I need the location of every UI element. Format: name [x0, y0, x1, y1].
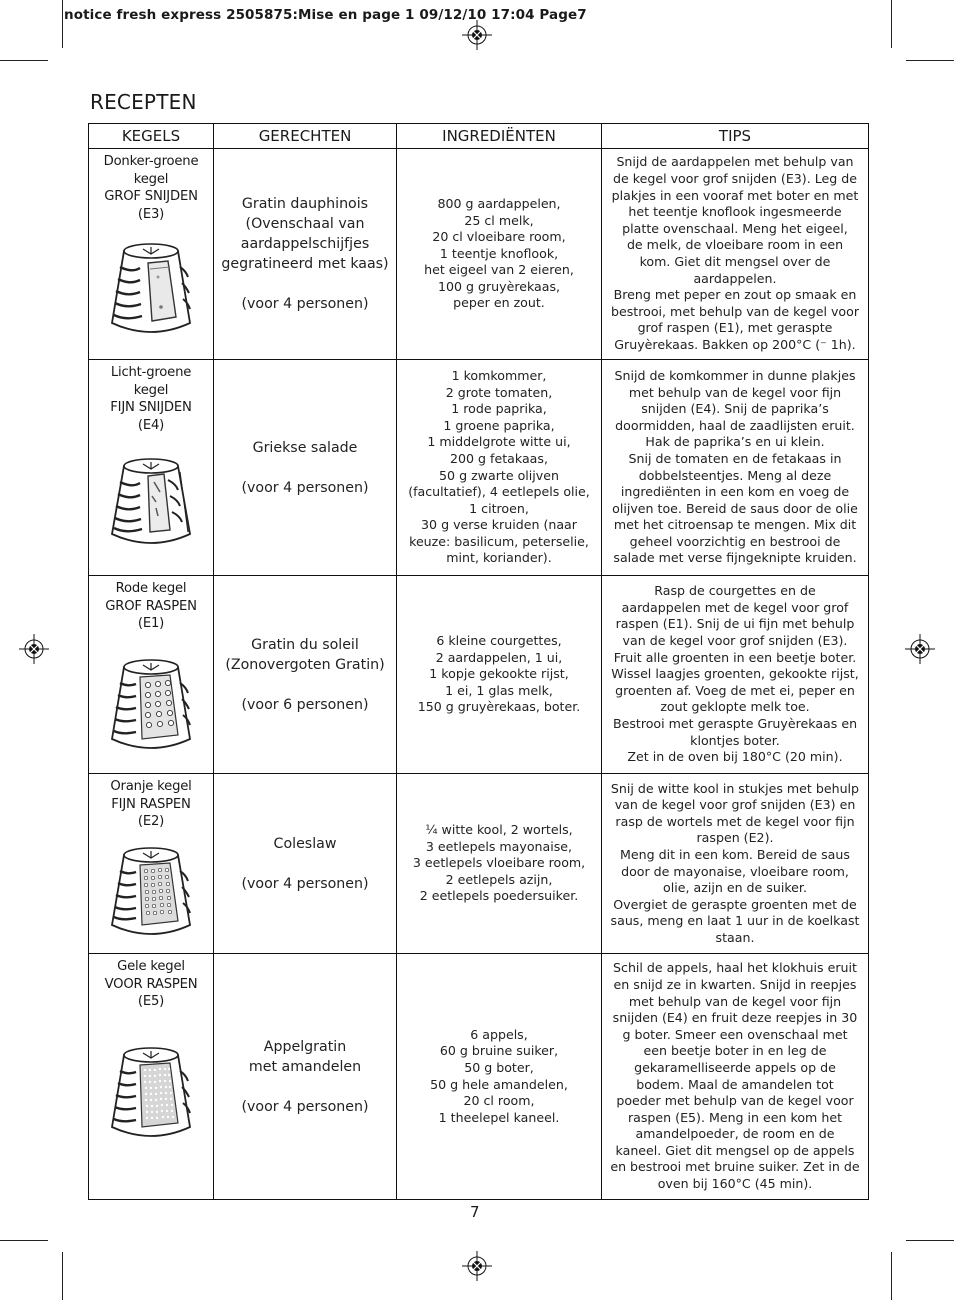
ingredient-line: ¼ witte kool, 2 wortels,	[425, 822, 573, 838]
ingredient-line: 1 groene paprika,	[443, 417, 555, 433]
tip-line: raspen (E2).	[696, 830, 774, 846]
ingredient-line: 150 g gruyèrekaas, boter.	[417, 699, 581, 715]
tip-line: een beetje boter in en leg de	[643, 1043, 827, 1059]
cone-name-line: (E3)	[137, 206, 165, 222]
ingredient-line: 25 cl melk,	[464, 212, 534, 228]
grater-cone-extra-fine-icon	[106, 1041, 196, 1143]
dish-line: gegratineerd met kaas)	[221, 256, 389, 272]
table-row	[89, 360, 869, 576]
cone-name	[89, 774, 213, 831]
registration-mark-icon	[19, 634, 49, 664]
cone-cell	[89, 576, 214, 774]
tip-line: van de kegel voor grof snijden (E3).	[622, 633, 848, 649]
tip-line: grof raspen (E1), met geraspte	[637, 320, 833, 336]
recipes-table	[88, 123, 869, 1200]
dish-line: (voor 4 personen)	[241, 875, 369, 892]
tip-line: plakjes in een vooraf met boter en met	[611, 187, 859, 203]
column-header-gerechten: GERECHTEN	[214, 124, 397, 149]
slicer-cone-coarse-icon	[106, 237, 196, 339]
dish-line: met amandelen	[248, 1058, 362, 1075]
tip-line: Snij de witte kool in stukjes met behulp	[610, 780, 860, 796]
cone-name-line: kegel	[133, 382, 169, 398]
tip-line: Snijd de komkommer in dunne plakjes	[614, 367, 856, 383]
tips-cell	[602, 149, 869, 360]
tip-line: Gruyèrekaas. Bakken op 200°C (⁻ 1h).	[614, 336, 856, 352]
tip-line: Snij de tomaten en de fetakaas in	[628, 450, 842, 466]
cone-name-line: VOOR RASPEN	[104, 976, 198, 992]
page-title: RECEPTEN	[90, 90, 197, 114]
tip-line: geheel voorzichtig en bestrooi de	[629, 533, 841, 549]
ingredient-line: 60 g bruine suiker,	[439, 1043, 559, 1059]
tip-line: gekaramelliseerde appels op de	[634, 1059, 836, 1075]
tip-line: poeder met behulp van de kegel voor	[616, 1093, 854, 1109]
tip-line: Wissel laagjes groenten, gekookte rijst,	[611, 666, 859, 682]
ingredient-line: 3 eetlepels mayonaise,	[425, 838, 573, 854]
registration-mark-icon	[462, 1251, 492, 1281]
ingredient-line: 50 g boter,	[464, 1059, 534, 1075]
tip-line: met behulp van de kegel voor fijn	[628, 993, 842, 1009]
tip-line: g boter. Smeer een ovenschaal met	[622, 1026, 848, 1042]
grater-cone-coarse-icon	[106, 653, 196, 755]
dish-line: (voor 4 personen)	[241, 479, 369, 496]
ingredients-cell	[397, 149, 602, 360]
cone-name-line: (E2)	[137, 814, 165, 829]
cone-name	[89, 954, 213, 1011]
tip-line: kaneel. Giet dit mengsel op de appels	[615, 1142, 855, 1158]
cone-cell	[89, 149, 214, 360]
cone-name	[89, 149, 213, 223]
ingredient-line: 50 g hele amandelen,	[430, 1076, 568, 1092]
cone-cell	[89, 360, 214, 576]
ingredients-cell	[397, 360, 602, 576]
tip-line: klontjes boter.	[690, 732, 780, 748]
tip-line: Overgiet de geraspte groenten met de	[613, 896, 857, 912]
grater-cone-fine-icon	[106, 841, 196, 941]
tip-line: Zet in de oven bij 180°C (20 min).	[627, 749, 843, 765]
ingredient-line: 3 eetlepels vloeibare room,	[412, 855, 586, 871]
tip-line: rasp de wortels met de kegel voor fijn	[615, 813, 855, 829]
cone-name-line: FIJN SNIJDEN	[110, 400, 192, 415]
registration-mark-icon	[462, 20, 492, 50]
dish-line: (Ovenschaal van	[245, 216, 365, 232]
column-header-kegels: KEGELS	[89, 124, 214, 149]
dish-line	[214, 675, 396, 695]
tip-line: en snijd ze in kwarten. Snijd in reepjes	[613, 976, 857, 992]
tip-line: salade met verse fijngeknipte kruiden.	[613, 550, 857, 566]
tip-line: raspen (E1). Snij de ui fijn met behulp	[615, 616, 855, 632]
ingredient-line: het eigeel van 2 eieren,	[424, 262, 574, 278]
ingredient-line: 100 g gruyèrekaas,	[437, 278, 561, 294]
crop-mark	[62, 0, 63, 48]
dish-line	[214, 854, 396, 874]
dish-line	[214, 274, 396, 294]
tip-line: ingrediënten in een kom en voeg de	[620, 484, 850, 500]
table-row	[89, 576, 869, 774]
ingredient-line: 2 aardappelen, 1 ui,	[435, 649, 563, 665]
ingredient-line: peper en zout.	[453, 295, 545, 311]
tip-line: oven bij 160°C (45 min).	[657, 1176, 813, 1192]
ingredient-line: 200 g fetakaas,	[450, 450, 548, 466]
cone-cell	[89, 774, 214, 954]
tip-line: aardappelen.	[693, 270, 777, 286]
table-row	[89, 954, 869, 1200]
dish-line: (voor 6 personen)	[241, 696, 369, 713]
ingredient-line: 20 cl vloeibare room,	[432, 229, 566, 245]
ingredient-line: 20 cl room,	[463, 1093, 535, 1109]
ingredient-line: 2 grote tomaten,	[445, 384, 553, 400]
tip-line: bodem. Maal de amandelen tot	[636, 1076, 834, 1092]
dish-cell	[214, 360, 397, 576]
tip-line: kom. Giet dit mengsel over de	[639, 254, 831, 269]
tip-line: snijden (E4) en fruit deze reepjes in 30	[612, 1010, 858, 1026]
tip-line: dobbelsteentjes. Meng al deze	[638, 467, 832, 483]
tip-line: Hak de paprika’s en ui klein.	[645, 434, 825, 450]
crop-mark	[891, 0, 892, 48]
tip-line: saus, meng en laat 1 uur in de koelkast	[610, 913, 860, 929]
tip-line: Bestrooi met geraspte Gruyèrekaas en	[612, 715, 858, 731]
cone-name-line: GROF RASPEN	[105, 598, 197, 614]
cone-name-line: FIJN RASPEN	[111, 796, 191, 812]
crop-mark	[62, 1252, 63, 1300]
tip-line: van de kegel voor grof snijden (E3) en	[614, 797, 856, 813]
tip-line: de kegel voor grof snijden (E3). Leg de	[612, 171, 858, 187]
dish-cell	[214, 954, 397, 1200]
dish-line	[214, 1077, 396, 1097]
dish-line: Griekse salade	[252, 439, 358, 456]
tip-line: het teentje knoflook ingesmeerde	[628, 204, 842, 220]
ingredients-cell	[397, 774, 602, 954]
ingredient-line: 1 middelgrote witte ui,	[427, 434, 571, 450]
crop-mark	[906, 1240, 954, 1241]
dish-cell	[214, 576, 397, 774]
cone-name	[89, 576, 213, 633]
cone-name-line: Donker-groene	[103, 154, 199, 169]
cone-name-line: (E4)	[137, 417, 165, 433]
dish-line: (Zonovergoten Gratin)	[225, 656, 385, 673]
tip-line: bestrooi, met behulp van de kegel voor	[611, 303, 859, 319]
dish-line: (voor 4 personen)	[241, 1098, 369, 1115]
tip-line: de melk, de vloeibare room in een	[626, 237, 844, 253]
ingredient-line: 800 g aardappelen,	[437, 195, 561, 211]
tips-cell	[602, 576, 869, 774]
ingredient-line: 6 kleine courgettes,	[436, 633, 562, 649]
tip-line: Meng dit in een kom. Bereid de saus	[620, 846, 850, 862]
print-header-line: notice fresh express 2505875:Mise en page 1 09/12/10 17:04 Page7	[64, 7, 587, 23]
registration-mark-icon	[905, 634, 935, 664]
ingredient-line: 1 ei, 1 glas melk,	[445, 682, 553, 698]
ingredient-line: 30 g verse kruiden (naar	[421, 517, 577, 533]
table-header-row	[89, 124, 869, 149]
tip-line: raspen (E5). Meng in een kom het	[627, 1109, 843, 1125]
tip-line: en bestrooi met bruine suiker. Zet in de	[610, 1159, 860, 1175]
ingredient-line: 6 appels,	[470, 1026, 528, 1042]
crop-mark	[0, 1240, 48, 1241]
ingredients-cell	[397, 954, 602, 1200]
ingredients-cell	[397, 576, 602, 774]
tip-line: groenten af. Voeg de met ei, peper en	[615, 682, 855, 698]
column-header-ingredienten: INGREDIËNTEN	[397, 124, 602, 149]
ingredient-line: 1 citroen,	[469, 500, 529, 516]
ingredient-line: keuze: basilicum, peterselie,	[409, 533, 589, 549]
cone-name-line: Gele kegel	[117, 959, 185, 974]
tip-line: met het citroensap te mengen. Mix dit	[613, 517, 857, 533]
tip-line: staan.	[715, 929, 755, 945]
tip-line: door de mayonaise, vloeibare room,	[621, 863, 849, 879]
ingredient-line: 50 g zwarte olijven	[439, 467, 559, 483]
table-row	[89, 774, 869, 954]
crop-mark	[0, 60, 48, 61]
cone-name-line: kegel	[133, 171, 169, 187]
tip-line: Schil de appels, haal het klokhuis eruit	[613, 960, 857, 976]
tips-cell	[602, 360, 869, 576]
table-row	[89, 149, 869, 360]
ingredient-line: 2 eetlepels poedersuiker.	[419, 888, 579, 904]
page-number: 7	[470, 1203, 480, 1221]
cone-name-line: (E5)	[137, 994, 165, 1009]
dish-line: Appelgratin	[263, 1038, 347, 1055]
ingredient-line: 1 komkommer,	[451, 367, 547, 383]
crop-mark	[906, 60, 954, 61]
cone-name-line: (E1)	[137, 616, 165, 631]
ingredient-line: 1 teentje knoflook,	[439, 245, 559, 261]
dish-line	[214, 458, 396, 478]
ingredient-line: 1 theelepel kaneel.	[438, 1109, 560, 1125]
ingredient-line: (facultatief), 4 eetlepels olie,	[408, 484, 590, 500]
dish-line: Gratin dauphinois	[241, 196, 369, 212]
ingredient-line: 1 rode paprika,	[451, 401, 547, 417]
tip-line: snijden (E4). Snij de paprika’s	[641, 401, 829, 417]
dish-cell	[214, 149, 397, 360]
column-header-tips: TIPS	[602, 124, 869, 149]
tip-line: met behulp van de kegel voor fijn	[628, 384, 842, 400]
dish-line: Coleslaw	[273, 835, 337, 852]
dish-line: aardappelschijfjes	[240, 236, 370, 252]
ingredient-line: 2 eetlepels azijn,	[445, 871, 553, 887]
cone-name	[89, 360, 213, 434]
tips-cell	[602, 954, 869, 1200]
dish-line: Gratin du soleil	[251, 636, 359, 653]
dish-line: (voor 4 personen)	[241, 296, 369, 312]
dish-cell	[214, 774, 397, 954]
ingredient-line: mint, koriander).	[446, 550, 552, 566]
tip-line: platte ovenschaal. Meng het eigeel,	[622, 220, 848, 236]
tip-line: Rasp de courgettes en de	[654, 583, 816, 599]
tip-line: doormidden, haal de zaadlijsten eruit.	[615, 417, 855, 433]
tip-line: Fruit alle groenten in een beetje boter.	[613, 649, 857, 665]
cone-name-line: Licht-groene	[110, 365, 192, 380]
tips-cell	[602, 774, 869, 954]
cone-name-line: GROF SNIJDEN	[104, 189, 198, 204]
tip-line: amandelpoeder, de room en de	[635, 1126, 835, 1142]
cone-name-line: Rode kegel	[115, 581, 187, 596]
crop-mark	[891, 1252, 892, 1300]
tip-line: Breng met peper en zout op smaak en	[613, 287, 857, 303]
ingredient-line: 1 kopje gekookte rijst,	[429, 666, 569, 682]
tip-line: zout geklopte melk toe.	[660, 699, 810, 715]
tip-line: olijven toe. Bereid de saus door de olie	[612, 500, 858, 516]
cone-name-line: Oranje kegel	[110, 779, 192, 794]
tip-line: Snijd de aardappelen met behulp van	[616, 154, 854, 170]
slicer-cone-fine-icon	[106, 452, 196, 550]
tip-line: olie, azijn en de suiker.	[663, 880, 807, 896]
tip-line: aardappelen met de kegel voor grof	[621, 599, 849, 615]
cone-cell	[89, 954, 214, 1200]
